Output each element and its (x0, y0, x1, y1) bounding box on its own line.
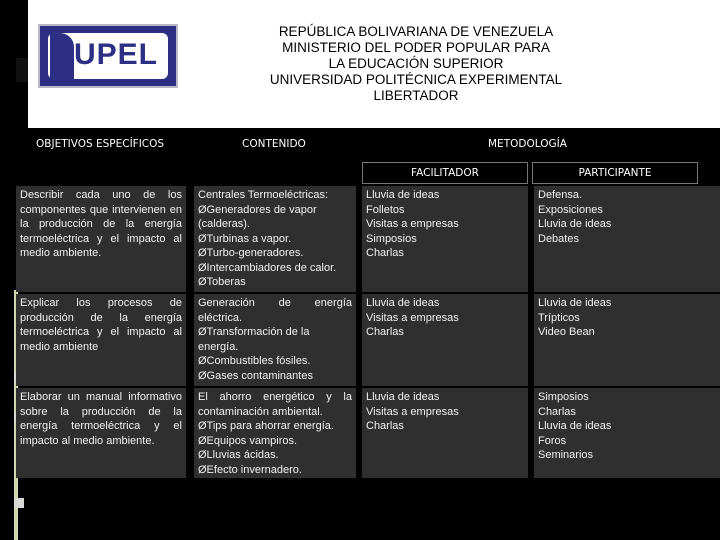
decorative-block (16, 58, 28, 82)
header-metodologia: METODOLOGÍA (488, 138, 567, 150)
participante-item: Trípticos (538, 311, 580, 324)
contenido-line: contaminación ambiental. (198, 405, 323, 418)
header-line: MINISTERIO DEL PODER POPULAR PARA (282, 40, 550, 55)
contenido-line: El ahorro energético y la (198, 391, 352, 403)
header-facilitador: FACILITADOR (362, 162, 528, 184)
facilitador-item: Visitas a empresas (366, 311, 459, 324)
row1-participante (534, 186, 720, 292)
upel-logo (38, 24, 178, 88)
institution-header (250, 24, 582, 104)
participante-item: Seminarios (538, 449, 594, 461)
row1-contenido (194, 186, 356, 292)
row2-participante (534, 294, 720, 386)
contenido-line: ØCombustibles fósiles. (198, 355, 311, 367)
participante-item: Defensa. (538, 189, 583, 201)
contenido-line: ØTips para ahorrar energía. (198, 420, 334, 432)
contenido-line: ØLluvias ácidas. (198, 449, 279, 461)
row1-objetivo: Describir cada uno de los componentes que intervienen en la producción de la energía termoeléctrica y el impacto al medio ambiente. (16, 186, 186, 292)
header-participante: PARTICIPANTE (532, 162, 698, 184)
row2-contenido (194, 294, 356, 386)
facilitador-item: Charlas (366, 247, 404, 259)
header-objetivos: OBJETIVOS ESPECÍFICOS (36, 138, 165, 150)
decorative-square (14, 498, 24, 508)
row3-contenido (194, 388, 356, 478)
header-line: REPÚBLICA BOLIVARIANA DE VENEZUELA (278, 24, 554, 39)
row3-facilitador (362, 388, 528, 478)
contenido-line: Centrales Termoeléctricas: (198, 189, 329, 201)
participante-item: Simposios (538, 391, 589, 403)
participante-item: Exposiciones (538, 203, 603, 216)
participante-item: Lluvia de ideas (538, 218, 612, 230)
contenido-line: ØTurbinas a vapor. (198, 232, 292, 245)
participante-item: Foros (538, 434, 567, 447)
row3-participante (534, 388, 720, 478)
facilitador-item: Folletos (366, 203, 405, 216)
contenido-line: Generación de energía (198, 297, 352, 309)
logo-text: UPEL (74, 38, 159, 71)
header-line: LIBERTADOR (373, 88, 459, 103)
contenido-line: eléctrica. (198, 311, 243, 324)
facilitador-item: Simposios (366, 232, 417, 245)
participante-item: Lluvia de ideas (538, 420, 612, 432)
contenido-line: ØIntercambiadores de calor. (198, 261, 337, 274)
participante-item: Charlas (538, 405, 576, 418)
contenido-line: ØEfecto invernadero. (198, 463, 302, 476)
facilitador-item: Lluvia de ideas (366, 189, 440, 201)
contenido-line: ØGeneradores de vapor (198, 203, 317, 216)
contenido-line: ØTurbo-generadores. (198, 247, 304, 259)
participante-item: Debates (538, 232, 579, 245)
header-line: UNIVERSIDAD POLITÉCNICA EXPERIMENTAL (269, 72, 563, 87)
contenido-line: ØTransformación de la (198, 326, 310, 338)
facilitador-item: Charlas (366, 326, 404, 338)
logo-mark-icon (50, 33, 74, 79)
contenido-line: energía. (198, 340, 239, 353)
contenido-line: ØToberas (198, 276, 246, 288)
row3-objetivo: Elaborar un manual informativo sobre la producción de la energía termoeléctrica y el impacto al medio ambiente. (16, 388, 186, 478)
row2-objetivo: Explicar los procesos de producción de la energía termoeléctrica y el impacto al medio ambiente (16, 294, 186, 386)
facilitador-item: Visitas a empresas (366, 218, 459, 230)
contenido-line: (calderas). (198, 218, 250, 230)
header-line: LA EDUCACIÓN SUPERIOR (328, 56, 504, 71)
participante-item: Video Bean (538, 326, 595, 338)
row1-facilitador (362, 186, 528, 292)
facilitador-item: Visitas a empresas (366, 405, 459, 418)
contenido-line: ØGases contaminantes (198, 369, 313, 382)
row2-facilitador (362, 294, 528, 386)
contenido-line: ØEquipos vampiros. (198, 434, 298, 447)
facilitador-item: Charlas (366, 420, 404, 432)
header-contenido: CONTENIDO (242, 138, 306, 150)
facilitador-item: Lluvia de ideas (366, 297, 440, 309)
facilitador-item: Lluvia de ideas (366, 391, 440, 403)
participante-item: Lluvia de ideas (538, 297, 612, 309)
